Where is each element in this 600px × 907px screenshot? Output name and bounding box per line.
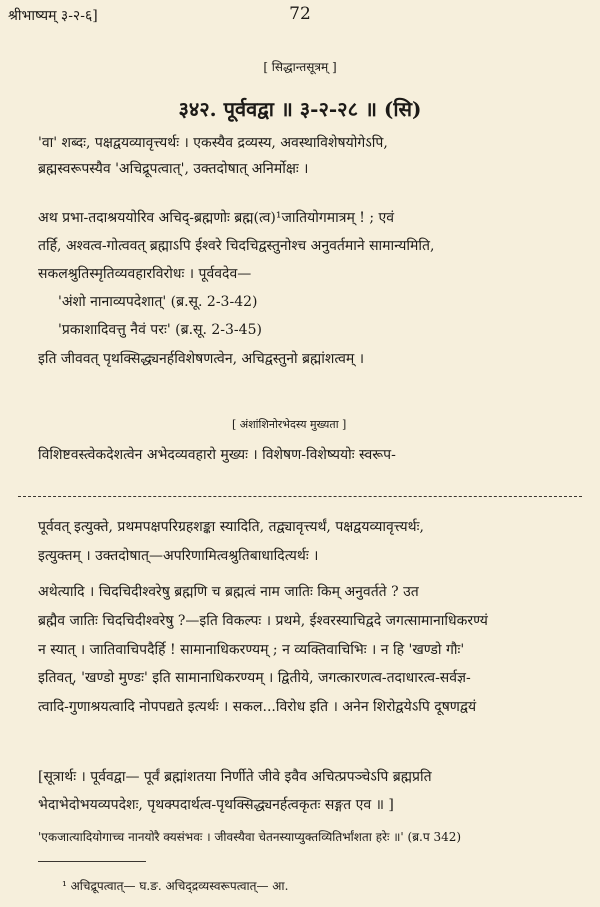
commentary-line: अथेत्यादि । चिदचिदीश्वरेषु ब्रह्मणि च ब्रह्मत्वं नाम जातिः किम् अनुवर्तते ? उत (38, 584, 419, 600)
quote-line: 'अंशो नानाव्यपदेशात्' (ब्र.सू. 2-3-42) (58, 294, 258, 310)
commentary-line: न स्यात् । जातिवाचिपदैर्हि ! सामानाधिकरण्यम् ; न व्यक्तिवाचिभिः । न हि 'खण्डो गौः' (38, 642, 465, 658)
subsection-line: विशिष्टवस्त्वेकदेशत्वेन अभेदव्यवहारो मुख्यः । विशेषण-विशेष्ययोः स्वरूप- (38, 447, 396, 463)
body-line: ब्रह्मस्वरूपस्यैव 'अचिद्रूपत्वात्', उक्तदोषात् अनिर्मोक्षः । (38, 161, 309, 177)
commentary-line: पूर्ववत् इत्युक्ते, प्रथमपक्षपरिग्रहशङ्का स्यादिति, तद्व्यावृत्त्यर्थं, पक्षद्वयव्यावृत्त्यर्थः, (38, 519, 424, 535)
gloss-line: [सूत्रार्थः । पूर्ववद्वा— पूर्वं ब्रह्मांशतया निर्णीते जीवे इवैव अचित्प्रपञ्चेऽपि ब्रह्मप्रति (38, 769, 432, 785)
sutra-heading: ३४२. पूर्ववद्वा ॥ ३-२-२८ ॥ (सि) (178, 97, 422, 121)
commentary-line: त्वादि-गुणाश्रयत्वादि नोपपद्यते इत्यर्थः । सकल...विरोध इति । अनेन शिरोद्वयेऽपि दूषणद्वयं (38, 699, 477, 715)
running-head: श्रीभाष्यम् ३-२-६] (8, 8, 98, 24)
commentary-line: ब्रह्मैव जातिः चिदचिदीश्वरेषु ?—इति विकल्पः । प्रथमे, ईश्वरस्याचिद्वदे जगत्सामानाधिकरण्यं (38, 613, 488, 629)
page-number: 72 (289, 4, 311, 24)
commentary-line: इत्युक्तम् । उक्तदोषात्—अपरिणामित्वश्रुतिबाधादित्यर्थः । (38, 548, 319, 564)
conclusion-line: इति जीववत् पृथक्सिद्ध्यनर्हविशेषणत्वेन, अचिद्वस्तुनो ब्रह्मांशत्वम् । (38, 351, 365, 367)
subsection-tag: [ अंशांशिनोरभेदस्य मुख्यता ] (232, 418, 347, 431)
gloss-line: भेदाभेदोभयव्यपदेशः, पृथक्पदार्थत्व-पृथक्सिद्ध्यनर्हत्वकृतः सङ्गत एव ॥ ] (38, 797, 394, 813)
body-line: अथ प्रभा-तदाश्रययोरिव अचिद्-ब्रह्मणोः ब्रह्म(त्व)¹जातियोगमात्रम् ! ; एवं (38, 210, 395, 226)
citation-line: 'एकजात्यादियोगाच्च नानयोरै क्यसंभवः । जीवस्यैवा चेतनस्याप्युक्तव्यितिर्भांशता हरेः ॥' (ब्र.प 342) (38, 830, 462, 844)
commentary-line: इतिवत्, 'खण्डो मुण्डः' इति सामानाधिकरण्यम् । द्वितीये, जगत्कारणत्व-तदाधारत्व-सर्वज्ञ- (38, 670, 471, 686)
body-line: तर्हि, अश्वत्व-गोत्ववत् ब्रह्माऽपि ईश्वरे चिदचिद्वस्तुनोश्च अनुवर्तमाने सामान्यमिति, (38, 238, 435, 254)
quote-line: 'प्रकाशादिवत्तु नैवं परः' (ब्र.सू. 2-3-45) (58, 322, 262, 338)
footnote: ¹ अचिद्रूपत्वात्— घ.ङ. अचिद्द्रव्यस्वरूपत्वात्— आ. (62, 879, 289, 893)
dashed-divider (18, 496, 582, 497)
body-line: सकलश्रुतिस्मृतिव्यवहारविरोधः । पूर्ववदेव— (38, 266, 252, 282)
body-line: 'वा' शब्दः, पक्षद्वयव्यावृत्त्यर्थः । एकस्यैव द्रव्यस्य, अवस्थाविशेषयोगेऽपि, (38, 135, 388, 151)
footnote-rule (38, 861, 146, 862)
section-tag: [ सिद्धान्तसूत्रम् ] (263, 60, 337, 74)
